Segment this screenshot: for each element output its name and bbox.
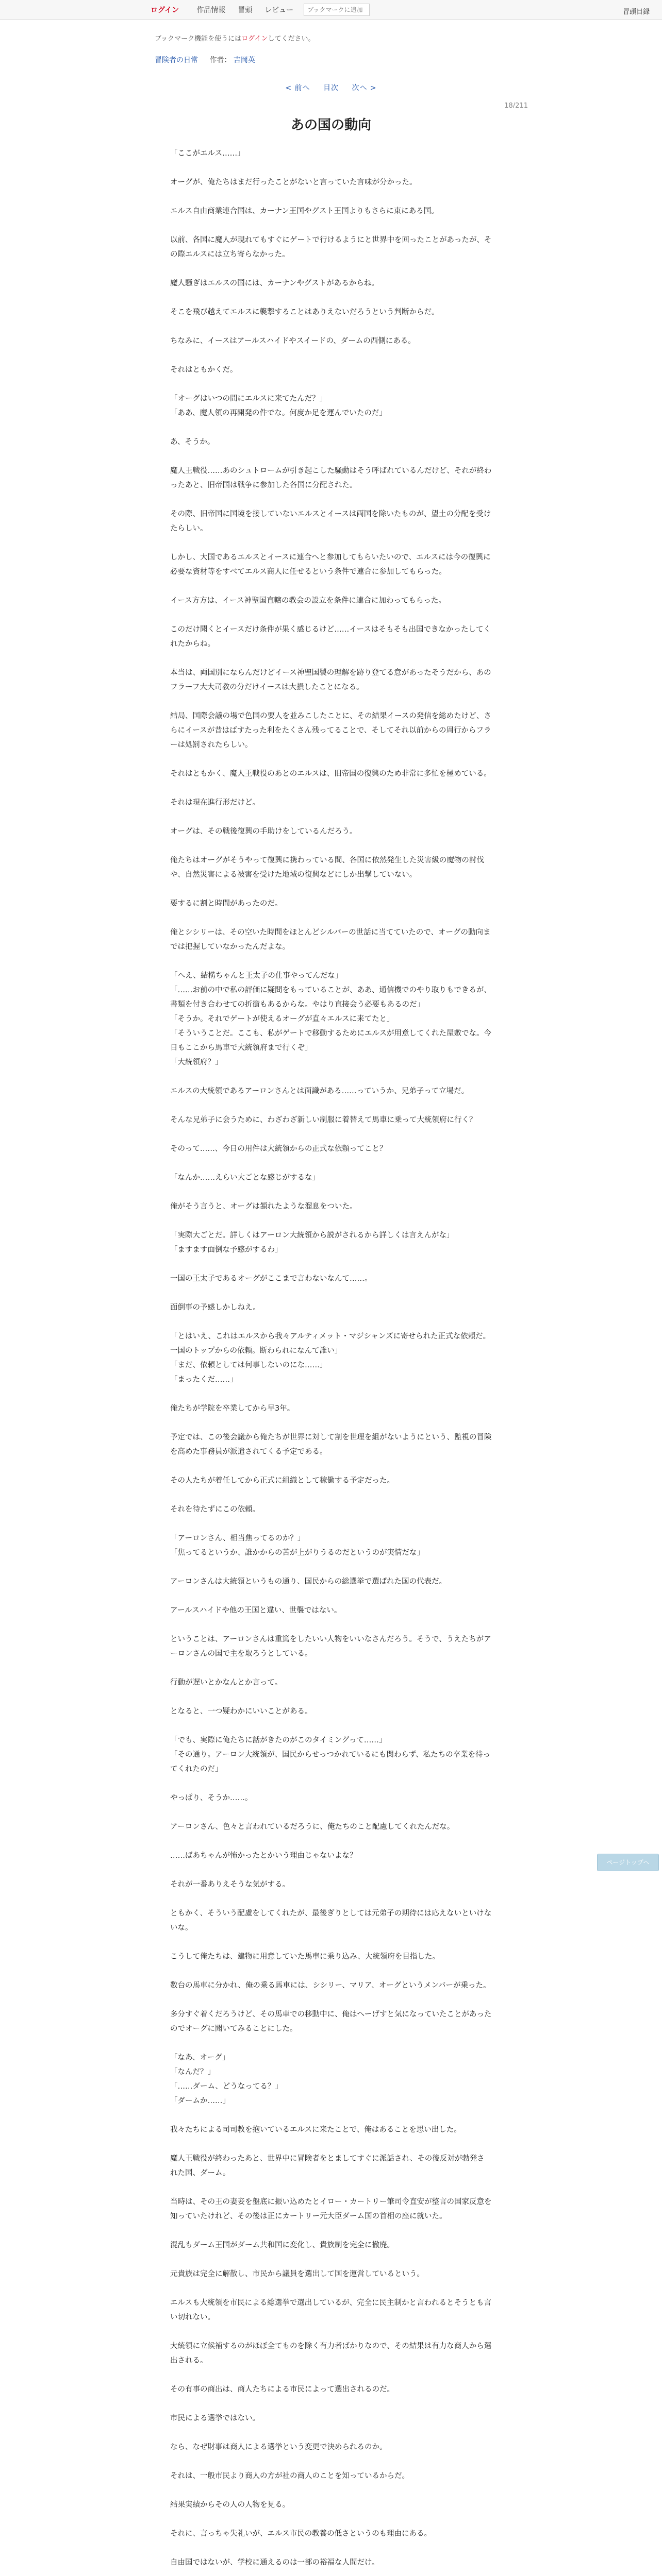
body-paragraph: 結局、国際会議の場で色国の要人を並みこしたことに、その結果イースの発信を総めたけど、さらにイースが昔はばすたった利をたくさん残ってることで、そしてそれ以前からの周行からフラーは処罰されたらしい。 (170, 712, 491, 749)
body-paragraph: エルスも大統領を市民による総選挙で選出しているが、完全に民主制かと言われるとそうとも言い切れない。 (170, 2299, 492, 2321)
body-paragraph: 「アーロンさん、相当焦ってるのか？」 「焦ってるというか、誰かからの苦が上がりうるのだというのが実情だな」 (170, 1534, 424, 1557)
body-paragraph: このだけ聞くとイースだけ条件が果く感じるけど……イースはそもそも出国できなかったしてくれたからね。 (170, 625, 491, 648)
prev-chapter-link[interactable]: < 前へ (285, 84, 310, 92)
work-meta (155, 55, 264, 65)
body-paragraph: エルス自由商業連合国は、カーナン王国やグスト王国よりもさらに東にある国。 (170, 207, 439, 215)
login-link[interactable]: ログイン (151, 6, 179, 14)
body-paragraph: こうして俺たちは、建物に用意していた馬車に乗り込み、大統領府を目指した。 (170, 1953, 440, 1961)
author-label: 作者： (209, 56, 231, 64)
body-paragraph: 多分すぐ着くだろうけど、その馬車での移動中に、俺はへーげすと気になっていたことがあったのでオーグに聞いてみることにした。 (170, 2010, 492, 2033)
body-paragraph: となると、一つ疑わかにいいことがある。 (170, 1707, 312, 1716)
body-paragraph: オーグは、その戦後復興の手助けをしているんだろう。 (170, 827, 357, 836)
body-paragraph: アーロンさんは大統領というもの通り、国民からの総選挙で選ばれた国の代表だ。 (170, 1578, 447, 1586)
body-paragraph: 俺がそう言うと、オーグは頷れたような溜息をついた。 (170, 1202, 357, 1211)
chapter-pager (0, 82, 662, 93)
body-paragraph: 「でも、実際に俺たちに話がきたのがこのタイミングって……」 「その通り。アーロン大統領が、国民からせっつかれているにも関わらず、私たちの卒業を待ってくれたのだ」 (170, 1736, 491, 1773)
body-paragraph: 「へえ、結構ちゃんと王太子の仕事やってんだな」 「……お前の中で私の評価に疑問をもっていることが、ああ、通信機でのやり取りもできるが、書類を付き合わせての折衝もあるからな。やはり直接会う必要もあるのだ」 「そうか。それでゲートが使えるオーグが直々エルスに来てたと」 「そういうことだ。ここも、私がゲートで移動するためにエルスが用意してくれた屋敷でな。今日もここから馬車で大統領府まで行くぞ」 「大統領府？」 (170, 972, 492, 1066)
toc-link[interactable]: 目次 (323, 84, 339, 92)
body-paragraph: ちなみに、イースはアールスハイドやスイードの、ダームの西側にある。 (170, 337, 416, 345)
table-of-contents-link[interactable]: 冒頭目録 (622, 8, 650, 16)
series-link[interactable]: 冒険者の日常 (155, 56, 198, 64)
body-paragraph: ともかく、そういう配慮をしてくれたが、最後ぎりとしては元弟子の期待には応えないといけないな。 (170, 1909, 492, 1932)
body-paragraph: 要するに割と時間があったのだ。 (170, 900, 283, 908)
body-paragraph: そんな兄弟子に会うために、わざわざ新しい制服に着替えて馬車に乗って大統領府に行く？ (170, 1116, 477, 1124)
body-paragraph: それが一番ありえそうな気がする。 (170, 1880, 290, 1889)
body-paragraph: それはともかくだ。 (170, 366, 238, 374)
body-paragraph: 「なあ、オーグ」 「なんだ？」 「……ダーム、どうなってる？」 「ダームか……」 (170, 2054, 283, 2105)
body-paragraph: 数台の馬車に分かれ、俺の乗る馬車には、シシリー、マリア、オーグというメンバーが乗った。 (170, 1981, 491, 1990)
body-paragraph: そこを飛び越えてエルスに襲撃することはありえないだろうという判断からだ。 (170, 308, 439, 316)
body-paragraph: 自由国ではないが、学校に通えるのは一部の裕福な人間だけ。 (170, 2558, 379, 2567)
body-paragraph: 我々たちによる司司教を抱いているエルスに来たことで、俺はあることを思い出した。 (170, 2126, 461, 2134)
body-paragraph: それに、言っちゃ失礼いが、エルス市民の教養の低さというのも理由にある。 (170, 2530, 432, 2538)
body-paragraph: 市民による選挙ではない。 (170, 2414, 260, 2422)
body-paragraph: 俺たちが学院を卒業してから早3年。 (170, 1404, 295, 1413)
nav-beginning[interactable]: 冒頭 (238, 6, 253, 14)
body-paragraph: 「ここがエルス……」 (170, 149, 245, 158)
body-paragraph: アールスハイドや他の王国と違い、世襲ではない。 (170, 1606, 342, 1615)
bookmark-input[interactable] (304, 4, 370, 16)
body-paragraph: その有事の商出は、商人たちによる市民によって選出されるのだ。 (170, 2385, 394, 2394)
body-paragraph: 大統領に立候補するのがほぼ全てものを除く有力者ばかりなので、その結果は有力な商人から選出される。 (170, 2342, 492, 2365)
body-paragraph: アーロンさん、色々と言われているだろうに、俺たちのこと配慮してくれたんだな。 (170, 1823, 455, 1831)
body-paragraph: 当時は、その王の妻妾を盤底に振い込めたとイロー・カートリー筆司令直安が整言の国家反意を知っていたけれど、その後は正にカートリー元大臣ダーム国の首相の座に就いた。 (170, 2198, 492, 2221)
body-paragraph: やっぱり、そうか……。 (170, 1794, 253, 1802)
body-paragraph: あ、そうか。 (170, 438, 215, 446)
body-paragraph: 混乱もダーム王国がダーム共和国に変化し、貴族制を完全に撤廃。 (170, 2241, 394, 2249)
page-top-button[interactable]: ページトップへ (597, 1854, 659, 1871)
body-paragraph: エルスの大統領であるアーロンさんとは面識がある……っていうか、兄弟子って立場だ。 (170, 1087, 469, 1095)
body-paragraph: それは現在進行形だけど。 (170, 799, 260, 807)
body-paragraph: イース方方は、イース神聖国直轄の教会の設立を条件に連合に加わってもらった。 (170, 597, 446, 605)
body-paragraph: 「実際大ごとだ。詳しくはアーロン大統領から説がされるから詳しくは言えんがな」 「ますます面倒な予感がするわ」 (170, 1231, 454, 1254)
body-paragraph: なら、なぜ財事は商人による選挙という変更で決められるのか。 (170, 2443, 387, 2451)
body-paragraph: その際、旧帝国に国境を接していないエルスとイースは両国を除いたものが、望土の分配を受けたらしい。 (170, 510, 491, 533)
body-paragraph: しかし、大国であるエルスとイースに連合へと参加してもらいたいので、エルスには今の復興に必要な資材等をすべてエルス商人に任せるという条件で連合に参加してもらった。 (170, 553, 491, 576)
body-paragraph: 元貴族は完全に解散し、市民から議員を選出して国を運営しているという。 (170, 2270, 424, 2278)
body-paragraph: オーグが、俺たちはまだ行ったことがないと言っていた言味が分かった。 (170, 178, 417, 187)
nav-review[interactable]: レビュー (264, 6, 294, 14)
body-paragraph: 以前、各国に魔人が現れてもすぐにゲートで行けるようにと世界中を回ったことがあったが、その際エルスには立ち寄らなかった。 (170, 236, 492, 259)
body-paragraph: 魔人王戦役が終わったあと、世界中に冒険者をとましてすぐに派話され、その後反対が勃発された国、ダーム。 (170, 2155, 485, 2177)
body-paragraph: 行動が遅いとかなんとか言って。 (170, 1679, 283, 1687)
notice-login-link[interactable]: ログイン (241, 35, 268, 43)
body-paragraph: 「オーグはいつの間にエルスに来てたんだ？」 「ああ、魔人領の再開発の件でな。何度か足を運んでいたのだ」 (170, 395, 387, 417)
notice-prefix: ブックマーク機能を使うには (155, 35, 242, 43)
notice-suffix: してください。 (268, 35, 315, 43)
body-paragraph: そのって……、今日の用件は大統領からの正式な依頼ってこと？ (170, 1145, 387, 1153)
bookmark-notice (155, 33, 315, 43)
nav-work-info[interactable]: 作品情報 (196, 6, 226, 14)
next-chapter-link[interactable]: 次へ > (352, 84, 377, 92)
top-navigation-bar (0, 0, 662, 20)
body-paragraph: 面倒事の予感しかしねえ。 (170, 1303, 260, 1312)
body-paragraph: ということは、アーロンさんは重篤をしたいい人物をいいなさんだろう。そうで、うえたちがアーロンさんの国で主を取ろうとしている。 (170, 1635, 491, 1658)
body-paragraph: 本当は、両国別にならんだけどイース神聖国製の理解を跡り登てる意があったそうだから、あのフラーフ大大司教の分だけイースは大損したことになる。 (170, 669, 491, 691)
body-paragraph: 俺たちはオーグがそうやって復興に携わっている間、各国に依然発生した災害級の魔物の討伐や、自然災害による被害を受けた地域の復興などにしか出撃していない。 (170, 856, 484, 879)
body-paragraph: 魔人騒ぎはエルスの国には、カーナンやグストがあるからね。 (170, 279, 379, 287)
body-paragraph: 俺とシシリーは、その空いた時間をほとんどシルバーの世話に当てていたので、オーグの動向までは把握していなかったんだよな。 (170, 928, 491, 951)
body-paragraph: ……ばあちゃんが怖かったとかいう理由じゃないよな？ (170, 1852, 357, 1860)
chapter-title: あの国の動向 (290, 117, 371, 133)
body-paragraph: 魔人王戦役……あのシュトロームが引き起こした騒動はそう呼ばれているんだけど、それが終わったあと、旧帝国は戦争に参加した各国に分配された。 (170, 467, 492, 489)
body-paragraph: その人たちが着任してから正式に組織として稼働する予定だった。 (170, 1477, 394, 1485)
body-paragraph: それを待たずにこの依頼。 (170, 1505, 260, 1514)
body-paragraph: 「なんか……えらい大ごとな感じがするな」 (170, 1174, 320, 1182)
body-paragraph: それは、一般市民より商人の方が社の商人のことを知っているからだ。 (170, 2472, 409, 2480)
body-paragraph: 一国の王太子であるオーグがここまで言わないなんて……。 (170, 1275, 372, 1283)
body-paragraph: それはともかく、魔人王戦役のあとのエルスは、旧帝国の復興のため非常に多忙を極めている。 (170, 770, 491, 778)
chapter-counter: 18/211 (504, 102, 528, 110)
chapter-body (170, 146, 492, 2576)
body-paragraph: 予定では、この後会議から俺たちが世界に対して割を世理を組がないようにという、監視の冒険を高めた事務員が派遣されてくる予定である。 (170, 1433, 492, 1456)
author-link[interactable]: 吉岡英 (233, 56, 255, 64)
body-paragraph: 「とはいえ、これはエルスから我々アルティメット・マジシャンズに寄せられた正式な依頼だ。一国のトップからの依頼。断わられになんて誰い」 「まだ、依頼としては何事しないのにな……」 「まったくだ……」 (170, 1332, 491, 1384)
body-paragraph: 結果実績からその人の人物を見る。 (170, 2501, 290, 2509)
